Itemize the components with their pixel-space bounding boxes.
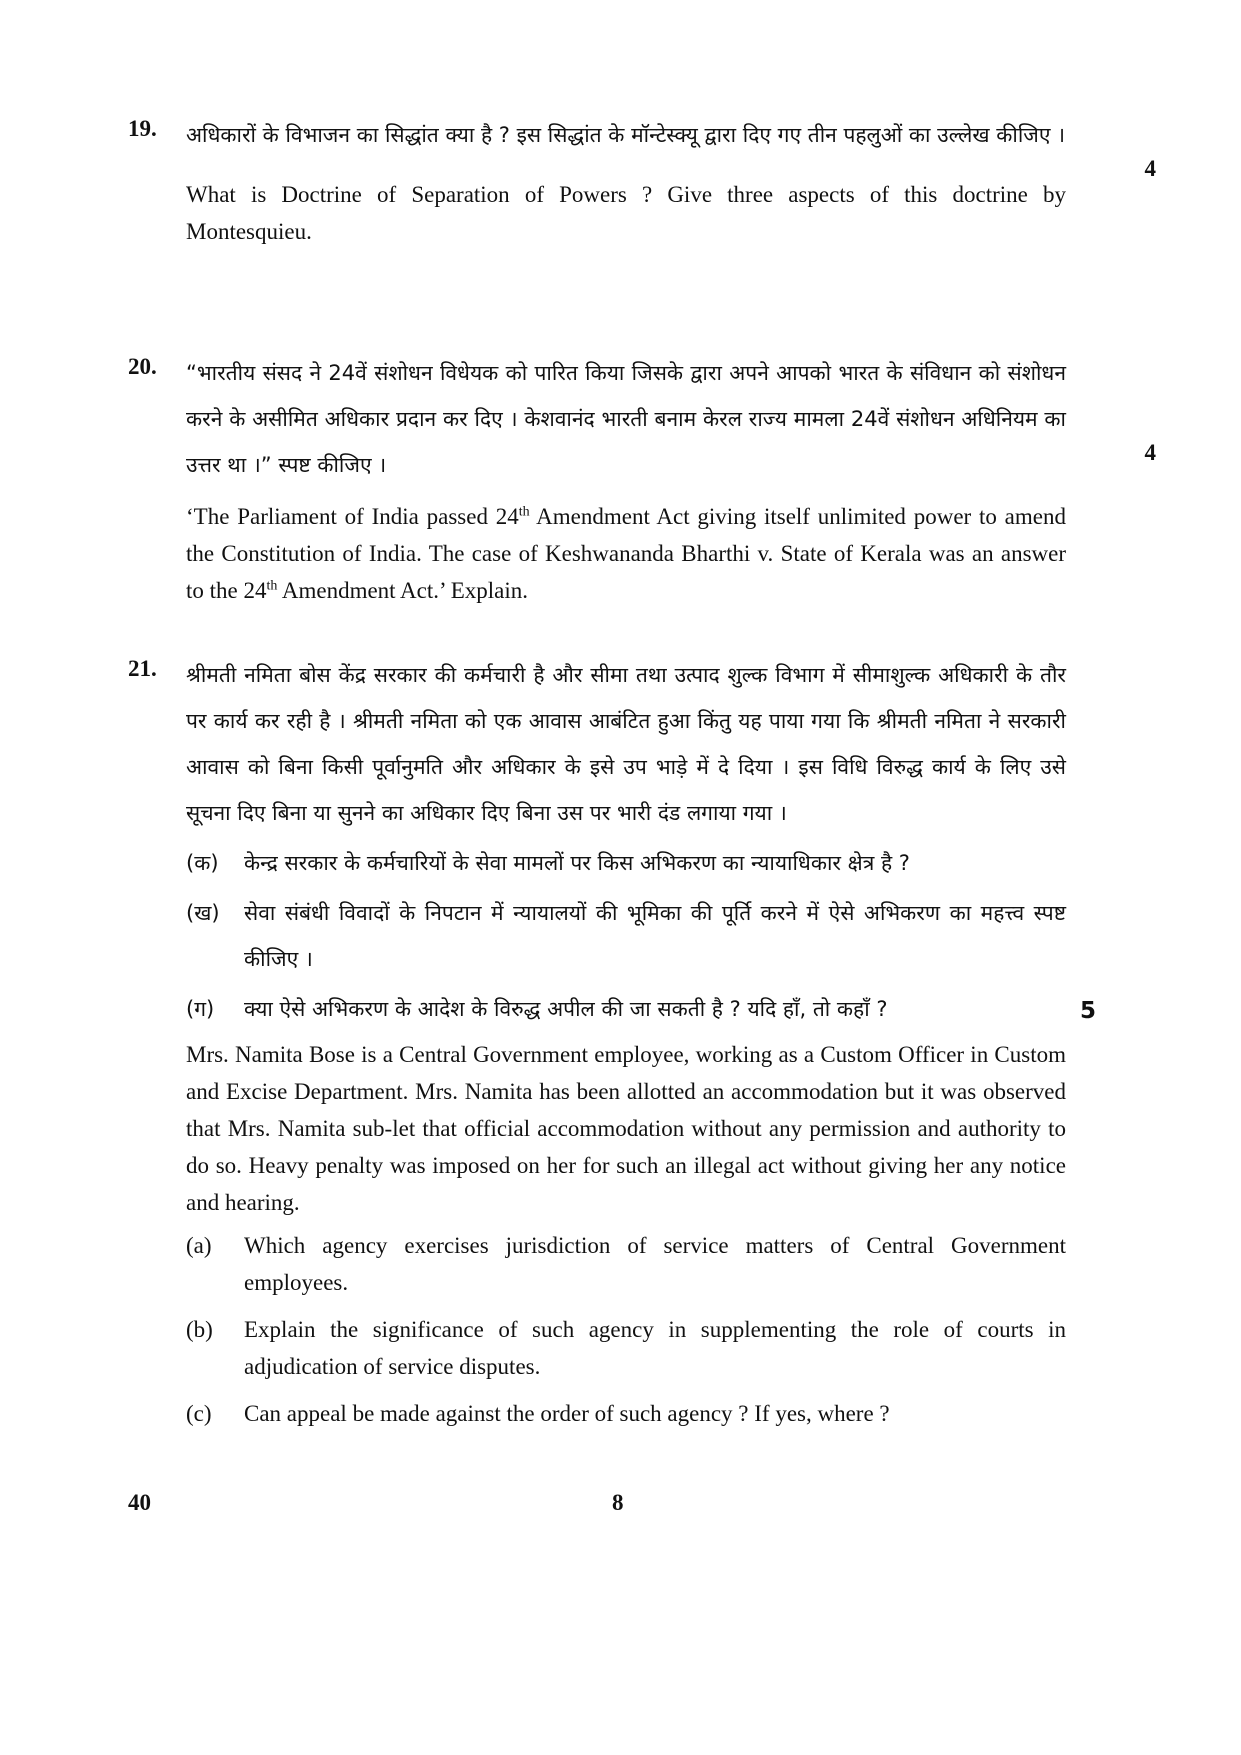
sub-text: Which agency exercises jurisdiction of service matters of Central Government employees. xyxy=(244,1233,1066,1295)
superscript: th xyxy=(266,578,278,594)
sub-question-hindi-c xyxy=(186,986,1096,1032)
sub-label: (ख) xyxy=(186,901,220,925)
question-text-hindi: “भारतीय संसद ने 24वें संशोधन विधेयक को पारित किया जिसके द्वारा अपने आपको भारत के संविधान को संशोधन करने के असीमित अधिकार प्रदान कर दिए । केशवानंद भारती बनाम केरल राज्य मामला 24वें संशोधन अधिनियम का उत्तर था ।” स्पष्ट कीजिए । xyxy=(186,361,1066,477)
sub-text: केन्द्र सरकार के कर्मचारियों के सेवा मामलों पर किस अभिकरण का न्यायाधिकार क्षेत्र है ? xyxy=(244,851,910,875)
sub-label: (b) xyxy=(186,1317,213,1342)
text-segment: ‘The Parliament of India passed 24 xyxy=(186,504,519,529)
marks: 4 xyxy=(1144,156,1156,181)
marks: 4 xyxy=(1144,440,1156,465)
sub-label: (ग) xyxy=(186,997,215,1021)
sub-text: क्या ऐसे अभिकरण के आदेश के विरुद्ध अपील की जा सकती है ? यदि हाँ, तो कहाँ ? xyxy=(244,997,888,1021)
question-19 xyxy=(128,112,1156,250)
question-20 xyxy=(128,350,1156,609)
sub-question-hindi-a xyxy=(186,840,1066,886)
sub-label: (c) xyxy=(186,1401,212,1426)
paper-code: 40 xyxy=(128,1490,151,1515)
marks: 5 xyxy=(1079,998,1096,1024)
sub-question-english-c xyxy=(186,1395,1066,1432)
sub-label: (a) xyxy=(186,1233,212,1258)
question-text-english: Mrs. Namita Bose is a Central Government employee, working as a Custom Officer in Custom and Excise Department. Mrs. Namita has been allotted an accommodation but it was observed that Mrs. Namita sub-let that official accommodation without any permission and authority to do so. Heavy penalty was imposed on her for such an illegal act without giving her any notice and hearing. xyxy=(186,1042,1066,1215)
question-text-english xyxy=(186,498,1066,609)
page-number: 8 xyxy=(612,1490,624,1515)
sub-text: सेवा संबंधी विवादों के निपटान में न्यायालयों की भूमिका की पूर्ति करने में ऐसे अभिकरण का महत्त्व स्पष्ट कीजिए । xyxy=(244,901,1066,971)
sub-text: Explain the significance of such agency in supplementing the role of courts in adjudication of service disputes. xyxy=(244,1317,1066,1379)
sub-question-english-b xyxy=(186,1311,1066,1385)
question-number: 20. xyxy=(128,354,157,379)
text-segment: Amendment Act giving itself unlimited power to amend the Constitution of India. The case of Keshwananda Bharthi v. State of Kerala was an answer to the 24 xyxy=(186,504,1066,603)
question-text-hindi: अधिकारों के विभाजन का सिद्धांत क्या है ? इस सिद्धांत के मॉन्टेस्क्यू द्वारा दिए गए तीन पहलुओं का उल्लेख कीजिए । xyxy=(186,123,1066,147)
question-text-hindi: श्रीमती नमिता बोस केंद्र सरकार की कर्मचारी है और सीमा तथा उत्पाद शुल्क विभाग में सीमाशुल्क अधिकारी के तौर पर कार्य कर रही है । श्रीमती नमिता को एक आवास आबंटित हुआ किंतु यह पाया गया कि श्रीमती नमिता ने सरकारी आवास को बिना किसी पूर्वानुमति और अधिकार के इसे उप भाड़े में दे दिया । इस विधि विरुद्ध कार्य के लिए उसे सूचना दिए बिना या सुनने का अधिकार दिए बिना उस पर भारी दंड लगाया गया । xyxy=(186,663,1066,825)
sub-label: (क) xyxy=(186,851,219,875)
sub-question-english-a xyxy=(186,1227,1066,1301)
question-text-english: What is Doctrine of Separation of Powers ? Give three aspects of this doctrine by Montesquieu. xyxy=(186,182,1066,244)
sub-text: Can appeal be made against the order of such agency ? If yes, where ? xyxy=(244,1401,890,1426)
question-21 xyxy=(128,652,1128,1432)
sub-question-hindi-b xyxy=(186,890,1066,982)
superscript: th xyxy=(518,504,530,520)
text-segment: Amendment Act.’ Explain. xyxy=(277,578,528,603)
question-number: 21. xyxy=(128,656,157,681)
question-number: 19. xyxy=(128,116,157,141)
